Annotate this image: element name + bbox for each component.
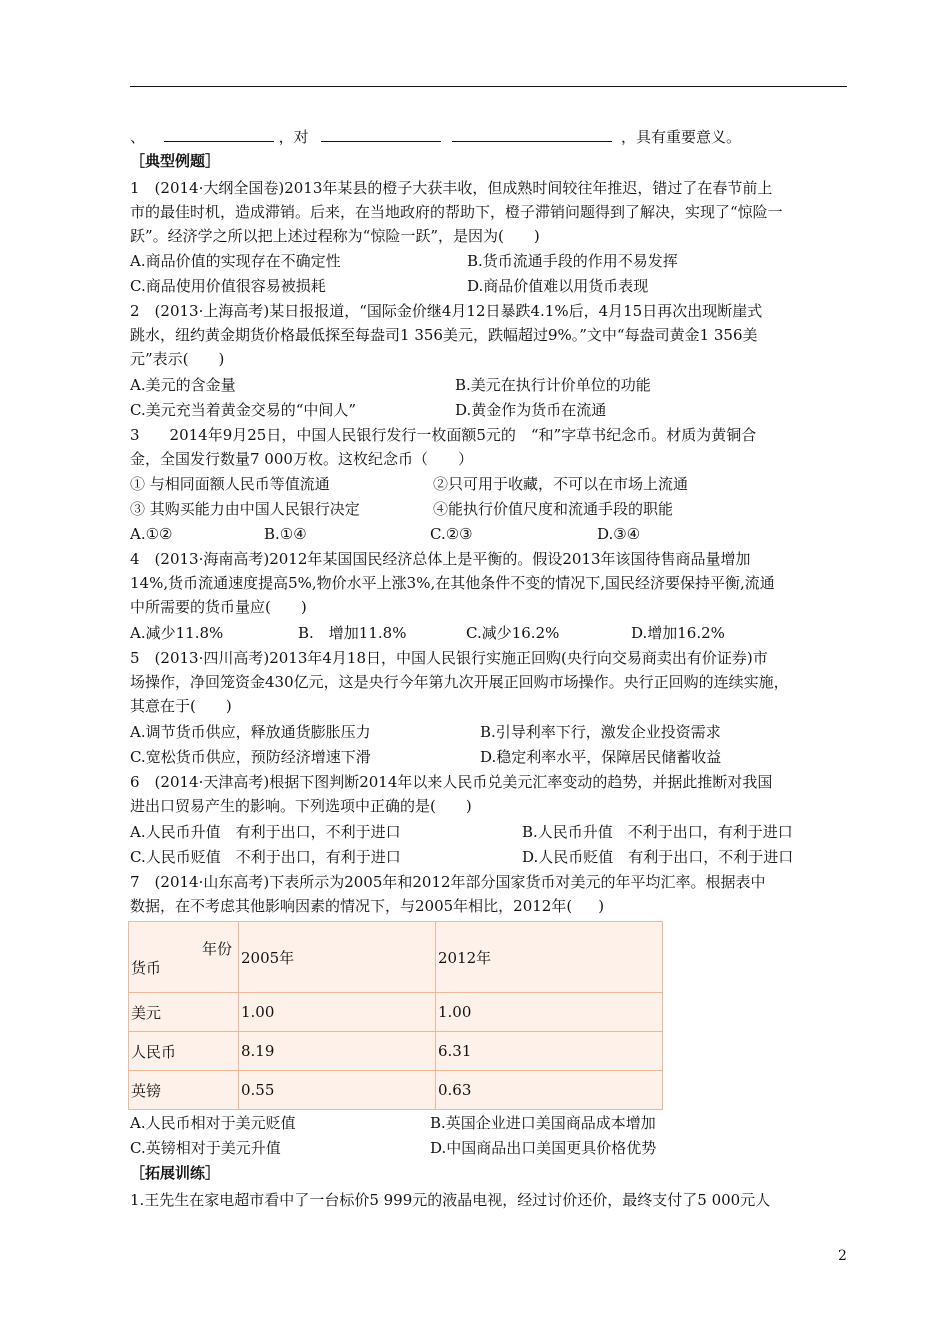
- q6-option-c: C.人民币贬值 不利于出口，有利于进口: [130, 848, 401, 866]
- q3-option-a: A.①②: [130, 525, 173, 543]
- q7-option-d: D.中国商品出口美国更具价格优势: [430, 1139, 657, 1157]
- q1-option-b: B.货币流通手段的作用不易发挥: [467, 252, 678, 270]
- q6-option-a: A.人民币升值 有利于出口，不利于进口: [130, 823, 401, 841]
- q1-option-d: D.商品价值难以用货币表现: [467, 277, 649, 295]
- table-header-row: [129, 922, 663, 993]
- table-row: [129, 993, 663, 1032]
- page-number: 2: [838, 1248, 847, 1264]
- q5-option-b: B.引导利率下行，激发企业投资需求: [480, 723, 721, 741]
- q4-option-c: C.减少16.2%: [466, 624, 560, 642]
- q5-line-2: 场操作，净回笼资金430亿元，这是央行今年第九次开展正回购市场操作。央行正回购的连续实施，: [130, 673, 789, 691]
- section-examples-heading: ［典型例题］: [130, 152, 221, 170]
- q3-statement-3: ③ 其购买能力由中国人民银行决定: [130, 500, 360, 518]
- q3-statement-2: ②只可用于收藏，不可以在市场上流通: [433, 475, 689, 493]
- exchange-rate-table: [128, 921, 663, 1110]
- currency-cell: 英镑: [129, 1071, 239, 1110]
- value-2012-cell: 6.31: [436, 1032, 663, 1071]
- q4-line-3: 中所需要的货币量应( ): [130, 598, 307, 616]
- blank-3: [452, 127, 612, 142]
- value-2012-cell: 0.63: [436, 1071, 663, 1110]
- q3-line-2: 金，全国发行数量7 000万枚。这枚纪念币（ ）: [130, 450, 473, 468]
- q4-line-1: 4 (2013·海南高考)2012年某国国民经济总体上是平衡的。假设2013年该国待售商品量增加: [130, 550, 751, 568]
- q3-statement-4: ④能执行价值尺度和流通手段的职能: [433, 500, 674, 518]
- blank-2: [321, 127, 441, 142]
- section-extension-heading: ［拓展训练］: [130, 1164, 221, 1182]
- q3-statement-1: ① 与相同面额人民币等值流通: [130, 475, 330, 493]
- q3-option-c: C.②③: [430, 525, 473, 543]
- q2-line-2: 跳水，纽约黄金期货价格最低探至每盎司1 356美元，跌幅超过9%。”文中“每盎司黄金1 356美: [130, 326, 758, 344]
- column-header-2005: 2005年: [239, 922, 436, 993]
- header-rule: [130, 86, 847, 87]
- q7-option-c: C.英镑相对于美元升值: [130, 1139, 281, 1157]
- q5-option-c: C.宽松货币供应，预防经济增速下滑: [130, 748, 371, 766]
- q5-line-3: 其意在于( ): [130, 697, 232, 715]
- blank-1: [164, 127, 274, 142]
- value-2005-cell: 1.00: [239, 993, 436, 1032]
- q2-option-b: B.美元在执行计价单位的功能: [455, 376, 651, 394]
- q5-option-d: D.稳定利率水平，保障居民储蓄收益: [480, 748, 722, 766]
- q3-option-d: D.③④: [597, 525, 641, 543]
- q2-option-d: D.黄金作为货币在流通: [455, 401, 607, 419]
- q4-option-a: A.减少11.8%: [130, 624, 224, 642]
- ext1-line: 1.王先生在家电超市看中了一台标价5 999元的液晶电视，经过讨价还价，最终支付了5 000元人: [130, 1191, 771, 1209]
- value-2005-cell: 0.55: [239, 1071, 436, 1110]
- currency-cell: 人民币: [129, 1032, 239, 1071]
- intro-line: [130, 127, 741, 147]
- value-2012-cell: 1.00: [436, 993, 663, 1032]
- q3-line-1: 3 2014年9月25日，中国人民银行发行一枚面额5元的 “和”字草书纪念币。材质为黄铜合: [130, 426, 757, 444]
- q4-option-b: B. 增加11.8%: [298, 624, 407, 642]
- header-currency-label: 货币: [131, 959, 162, 977]
- table-row: [129, 1071, 663, 1110]
- q6-option-d: D.人民币贬值 有利于出口，不利于进口: [522, 848, 794, 866]
- q2-option-a: A.美元的含金量: [130, 376, 236, 394]
- q7-line-1: 7 (2014·山东高考)下表所示为2005年和2012年部分国家货币对美元的年平均汇率。根据表中: [130, 873, 766, 891]
- q4-line-2: 14%,货币流通速度提高5%,物价水平上涨3%,在其他条件不变的情况下,国民经济要保持平衡,流通: [130, 574, 775, 592]
- q1-line-2: 市的最佳时机，造成滞销。后来，在当地政府的帮助下，橙子滞销问题得到了解决，实现了“惊险一: [130, 203, 783, 221]
- q7-line-2-text: 数据，在不考虑其他影响因素的情况下，与2005年相比，2012年(: [130, 897, 573, 915]
- q1-line-1: 1 (2014·大纲全国卷)2013年某县的橙子大获丰收，但成熟时间较往年推迟，错过了在春节前上: [130, 179, 773, 197]
- q1-line-3: 跃”。经济学之所以把上述过程称为“惊险一跃”，是因为( ): [130, 227, 540, 245]
- q5-line-1: 5 (2013·四川高考)2013年4月18日，中国人民银行实施正回购(央行向交易商卖出有价证券)市: [130, 649, 768, 667]
- currency-cell: 美元: [129, 993, 239, 1032]
- q7-close-paren: ): [598, 897, 605, 915]
- q3-option-b: B.①④: [264, 525, 307, 543]
- intro-suffix: ，具有重要意义。: [620, 128, 741, 146]
- q2-option-c: C.美元充当着黄金交易的“中间人”: [130, 401, 357, 419]
- intro-prefix: 、: [130, 128, 146, 146]
- header-year-label: 年份: [201, 940, 232, 958]
- intro-mid: ，对: [278, 128, 309, 146]
- q7-option-a: A.人民币相对于美元贬值: [130, 1114, 296, 1132]
- q2-line-1: 2 (2013·上海高考)某日报报道，“国际金价继4月12日暴跌4.1%后，4月15日再次出现断崖式: [130, 302, 763, 320]
- q6-line-2: 进出口贸易产生的影响。下列选项中正确的是( ): [130, 797, 472, 815]
- q1-option-a: A.商品价值的实现存在不确定性: [130, 252, 341, 270]
- q5-option-a: A.调节货币供应，释放通货膨胀压力: [130, 723, 371, 741]
- q6-option-b: B.人民币升值 不利于出口，有利于进口: [522, 823, 793, 841]
- q6-line-1: 6 (2014·天津高考)根据下图判断2014年以来人民币兑美元汇率变动的趋势，并据此推断对我国: [130, 773, 773, 791]
- q2-line-3: 元”表示( ): [130, 350, 225, 368]
- table-corner-cell: [129, 922, 239, 993]
- table-row: [129, 1032, 663, 1071]
- q7-line-2: [130, 896, 604, 916]
- q1-option-c: C.商品使用价值很容易被损耗: [130, 277, 326, 295]
- q4-option-d: D.增加16.2%: [631, 624, 725, 642]
- column-header-2012: 2012年: [436, 922, 663, 993]
- q7-option-b: B.英国企业进口美国商品成本增加: [430, 1114, 656, 1132]
- value-2005-cell: 8.19: [239, 1032, 436, 1071]
